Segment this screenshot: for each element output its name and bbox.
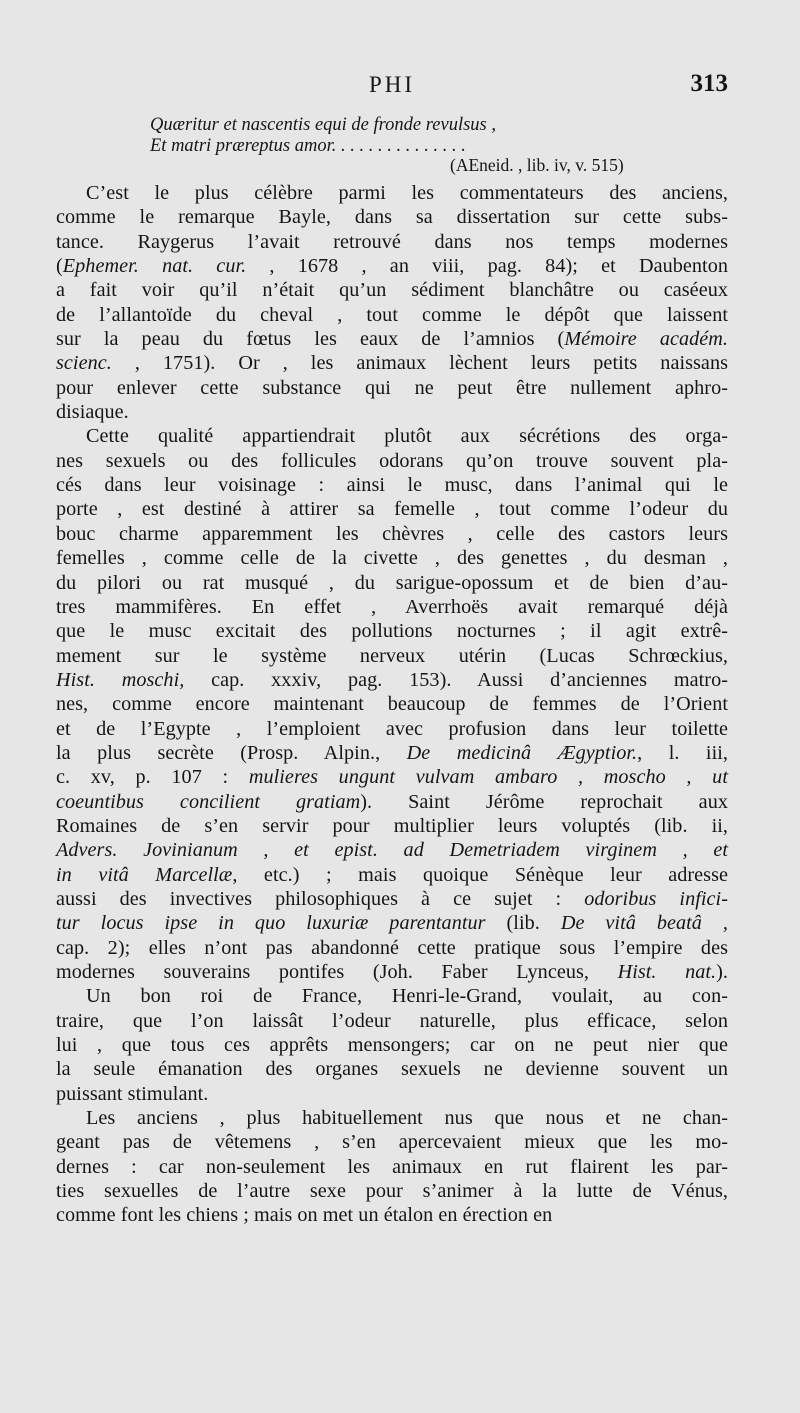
text-line bbox=[56, 376, 728, 400]
text-line bbox=[56, 668, 728, 692]
epigraph-citation: (AEneid. , lib. iv, v. 515) bbox=[450, 155, 624, 175]
text-run: que le musc excitait des pollutions nocturnes ; il agit extrê- bbox=[56, 620, 728, 643]
italic-text-run: in vitâ Marcellæ bbox=[56, 863, 233, 886]
text-run: nes sexuels ou des follicules odorans qu’on trouve souvent pla- bbox=[56, 449, 728, 472]
text-line bbox=[56, 1203, 728, 1227]
text-run: tres mammifères. En effet , Averrhoës avait remarqué déjà bbox=[56, 595, 728, 618]
text-line bbox=[56, 717, 728, 741]
text-line bbox=[56, 571, 728, 595]
text-run: ( bbox=[56, 255, 63, 278]
text-line bbox=[56, 936, 728, 960]
text-line bbox=[56, 522, 728, 546]
text-run: comme font les chiens ; mais on met un étalon en érection en bbox=[56, 1204, 553, 1227]
text-line bbox=[56, 911, 728, 935]
text-line bbox=[56, 1106, 728, 1130]
text-line bbox=[56, 1057, 728, 1081]
italic-text-run: Hist. moschi, bbox=[56, 668, 185, 691]
text-line bbox=[56, 400, 728, 424]
text-line bbox=[56, 327, 728, 351]
text-run: , l. iii, bbox=[637, 741, 729, 764]
italic-text-run: De vitâ beatâ , bbox=[560, 912, 728, 935]
text-run: de l’allantoïde du cheval , tout comme le dépôt que laissent bbox=[56, 303, 728, 326]
text-line bbox=[56, 1033, 728, 1057]
text-line bbox=[56, 1179, 728, 1203]
text-line bbox=[56, 960, 728, 984]
text-run: lui , que tous ces apprêts mensongers; car on ne peut nier que bbox=[56, 1034, 728, 1057]
italic-text-run: Ephemer. nat. cur. bbox=[62, 255, 247, 278]
text-run: C’est le plus célèbre parmi les commentateurs des anciens, bbox=[86, 182, 728, 204]
text-run: ). Saint Jérôme reprochait aux bbox=[360, 790, 728, 813]
italic-text-run: mulieres ungunt vulvam ambaro , moscho , ut bbox=[248, 766, 728, 789]
text-line bbox=[56, 546, 728, 570]
text-line bbox=[56, 863, 728, 887]
text-run: cap. 2); elles n’ont pas abandonné cette pratique sous l’empire des bbox=[56, 936, 728, 959]
text-run: mement sur le système nerveux utérin (Lucas Schrœckius, bbox=[56, 644, 728, 667]
text-line bbox=[56, 741, 728, 765]
text-run: nes, comme encore maintenant beaucoup de femmes de l’Orient bbox=[56, 693, 728, 716]
text-run: ). bbox=[716, 961, 728, 983]
text-run: , 1751). Or , les animaux lèchent leurs petits naissans bbox=[111, 352, 728, 375]
text-line bbox=[56, 838, 728, 862]
text-run: , 1678 , an viii, pag. 84); et Daubenton bbox=[246, 255, 728, 278]
text-run: comme le remarque Bayle, dans sa dissertation sur cette subs- bbox=[56, 206, 728, 229]
text-line bbox=[56, 887, 728, 911]
text-run: sur la peau du fœtus les eaux de l’amnios ( bbox=[56, 328, 565, 351]
italic-text-run: coeuntibus concilient gratiam bbox=[56, 790, 361, 813]
text-run: aussi des invectives philosophiques à ce sujet : bbox=[56, 887, 585, 910]
italic-text-run: odoribus infici- bbox=[584, 887, 728, 910]
text-run: pour enlever cette substance qui ne peut être nullement aphro- bbox=[56, 376, 728, 399]
text-run: traire, que l’on laissât l’odeur naturelle, plus efficace, selon bbox=[56, 1009, 728, 1032]
text-line bbox=[56, 765, 728, 789]
text-run: cap. xxxiv, pag. 153). Aussi d’anciennes matro- bbox=[184, 668, 728, 691]
text-run: cés dans leur voisinage : ainsi le musc, dans l’animal qui le bbox=[56, 474, 728, 497]
text-line bbox=[56, 254, 728, 278]
text-run: la seule émanation des organes sexuels ne devienne souvent un bbox=[56, 1058, 728, 1081]
text-run: Un bon roi de France, Henri-le-Grand, voulait, au con- bbox=[86, 985, 728, 1008]
text-line bbox=[56, 449, 728, 473]
epigraph-line: Et matri præreptus amor. . . . . . . . . . . . . . . bbox=[150, 136, 466, 156]
text-line bbox=[56, 205, 728, 229]
text-line bbox=[56, 181, 728, 205]
text-line bbox=[56, 473, 728, 497]
text-line bbox=[56, 1082, 728, 1106]
text-line bbox=[56, 303, 728, 327]
text-line bbox=[56, 497, 728, 521]
text-line bbox=[56, 230, 728, 254]
italic-text-run: Mémoire académ. bbox=[564, 328, 728, 351]
text-line bbox=[56, 814, 728, 838]
text-run: a fait voir qu’il n’était qu’un sédiment blanchâtre ou caséeux bbox=[56, 279, 728, 302]
text-run: c. xv, p. 107 : bbox=[56, 766, 249, 789]
text-run: et de l’Egypte , l’emploient avec profusion dans leur toilette bbox=[56, 717, 728, 740]
text-line bbox=[56, 790, 728, 814]
text-run: Romaines de s’en servir pour multiplier leurs voluptés (lib. ii, bbox=[56, 814, 728, 837]
italic-text-run: Hist. nat. bbox=[617, 961, 717, 983]
text-run: du pilori ou rat musqué , du sarigue-opossum et de bien d’au- bbox=[56, 571, 728, 594]
text-run: (lib. bbox=[485, 912, 561, 935]
text-run: ties sexuelles de l’autre sexe pour s’animer à la lutte de Vénus, bbox=[56, 1180, 728, 1203]
running-title: PHI bbox=[368, 72, 416, 97]
text-run: Cette qualité appartiendrait plutôt aux sécrétions des orga- bbox=[86, 425, 728, 448]
text-line bbox=[56, 692, 728, 716]
text-line bbox=[56, 1009, 728, 1033]
italic-text-run: De medicinâ Ægyptior. bbox=[406, 741, 638, 764]
italic-text-run: Advers. Jovinianum , et epist. ad Demetriadem virginem , et bbox=[56, 839, 728, 862]
text-run: la plus secrète (Prosp. Alpin., bbox=[56, 741, 407, 764]
text-run: Les anciens , plus habituellement nus que nous et ne chan- bbox=[86, 1107, 728, 1130]
text-run: geant pas de vêtemens , s’en apercevaient mieux que les mo- bbox=[56, 1131, 728, 1154]
epigraph-line: Quæritur et nascentis equi de fronde revulsus , bbox=[150, 115, 496, 135]
text-run: bouc charme apparemment les chèvres , celle des castors leurs bbox=[56, 522, 728, 545]
body-text bbox=[56, 181, 728, 1228]
text-run: dernes : car non-seulement les animaux en rut flairent les par- bbox=[56, 1155, 728, 1178]
text-line bbox=[56, 619, 728, 643]
italic-text-run: tur locus ipse in quo luxuriæ parentantur bbox=[56, 912, 486, 935]
text-run: modernes souverains pontifes (Joh. Faber Lynceus, bbox=[56, 961, 618, 983]
text-line bbox=[56, 1155, 728, 1179]
text-line bbox=[56, 1130, 728, 1154]
text-run: , etc.) ; mais quoique Sénèque leur adresse bbox=[232, 863, 729, 886]
epigraph bbox=[150, 115, 710, 157]
text-line bbox=[56, 278, 728, 302]
text-line bbox=[56, 644, 728, 668]
text-line bbox=[56, 351, 728, 375]
text-run: femelles , comme celle de la civette , des genettes , du desman , bbox=[56, 547, 728, 570]
text-line bbox=[56, 595, 728, 619]
text-line bbox=[56, 424, 728, 448]
text-run: tance. Raygerus l’avait retrouvé dans nos temps modernes bbox=[56, 230, 728, 253]
italic-text-run: scienc. bbox=[56, 352, 112, 375]
running-head bbox=[56, 70, 728, 104]
text-run: disiaque. bbox=[56, 401, 129, 424]
text-run: puissant stimulant. bbox=[56, 1082, 209, 1105]
text-line bbox=[56, 984, 728, 1008]
page-number: 313 bbox=[690, 70, 728, 97]
text-run: porte , est destiné à attirer sa femelle , tout comme l’odeur du bbox=[56, 498, 728, 521]
